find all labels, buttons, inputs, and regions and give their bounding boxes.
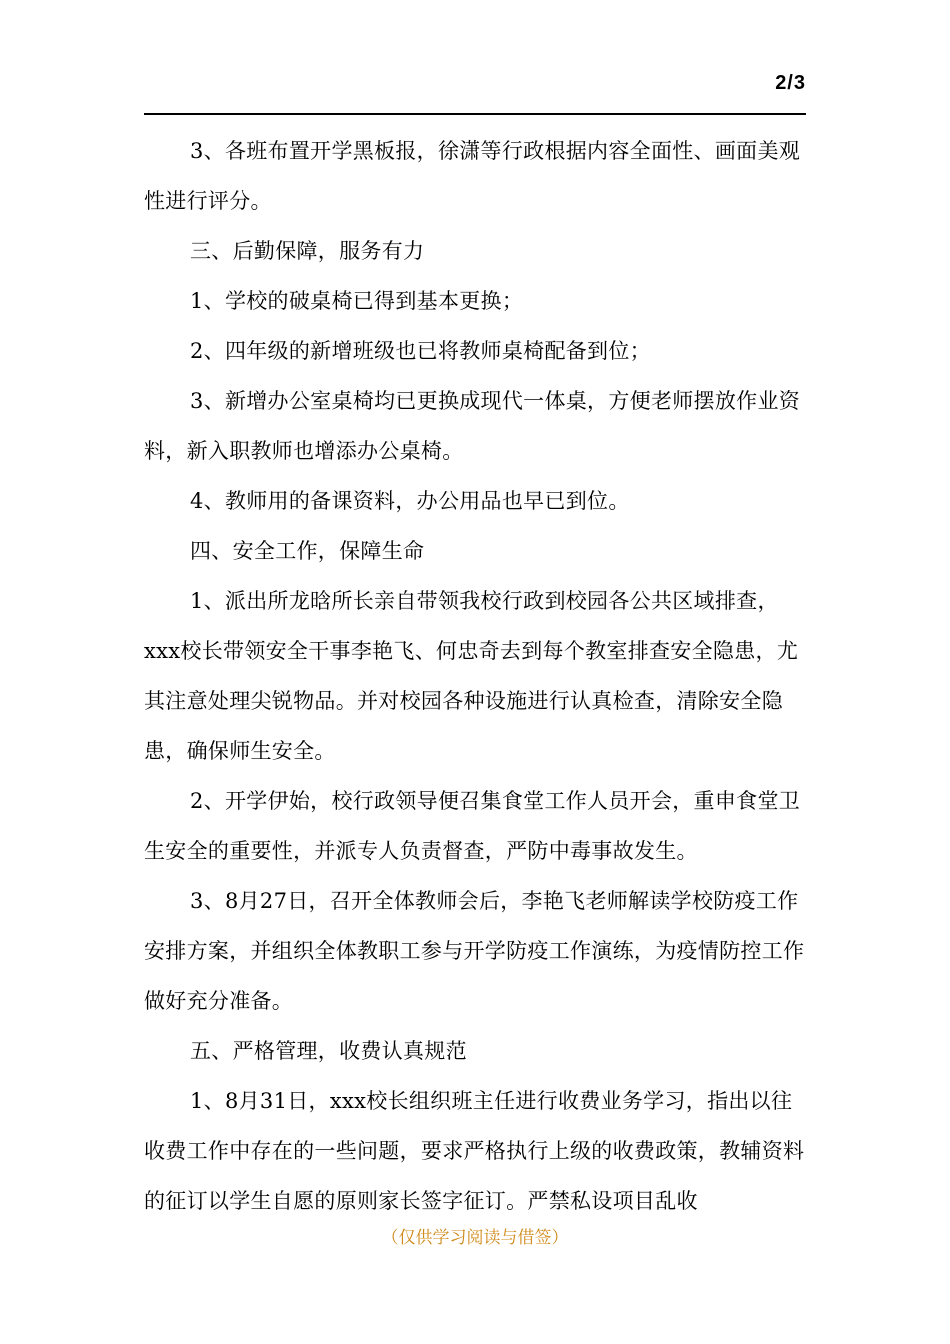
section-heading-4: 四、安全工作，保障生命 <box>190 539 425 563</box>
paragraph-5: 4、教师用的备课资料，办公用品也早已到位。 <box>190 489 630 513</box>
header-rule <box>144 113 806 115</box>
section-heading-3: 三、后勤保障，服务有力 <box>190 239 425 263</box>
paragraph-2: 1、学校的破桌椅已得到基本更换； <box>190 289 524 313</box>
section-heading-5: 五、严格管理，收费认真规范 <box>190 1039 467 1063</box>
paragraph-8: 3、8月27日，召开全体教师会后，李艳飞老师解读学校防疫工作安排方案，并组织全体教职工参与开学防疫工作演练，为疫情防控工作做好充分准备。 <box>144 889 805 1013</box>
paragraph-1: 3、各班布置开学黑板报，徐潇等行政根据内容全面性、画面美观性进行评分。 <box>144 139 801 213</box>
page-number: 2/3 <box>775 72 806 94</box>
paragraph-6: 1、派出所龙晗所长亲自带领我校行政到校园各公共区域排查，xxx校长带领安全干事李艳飞、何忠奇去到每个教室排查安全隐患，尤其注意处理尖锐物品。并对校园各种设施进行认真检查，清除安全隐患，确保师生安全。 <box>144 589 799 763</box>
footer-note: （仅供学习阅读与借签） <box>381 1228 569 1248</box>
paragraph-7: 2、开学伊始，校行政领导便召集食堂工作人员开会，重申食堂卫生安全的重要性，并派专人负责督查，严防中毒事故发生。 <box>144 789 801 863</box>
paragraph-4: 3、新增办公室桌椅均已更换成现代一体桌，方便老师摆放作业资料，新入职教师也增添办公桌椅。 <box>144 389 801 463</box>
paragraph-3: 2、四年级的新增班级也已将教师桌椅配备到位； <box>190 339 651 363</box>
paragraph-9: 1、8月31日，xxx校长组织班主任进行收费业务学习，指出以往收费工作中存在的一些问题，要求严格执行上级的收费政策，教辅资料的征订以学生自愿的原则家长签字征订。严禁私设项目乱收 <box>144 1089 805 1213</box>
document-body <box>144 126 812 1226</box>
